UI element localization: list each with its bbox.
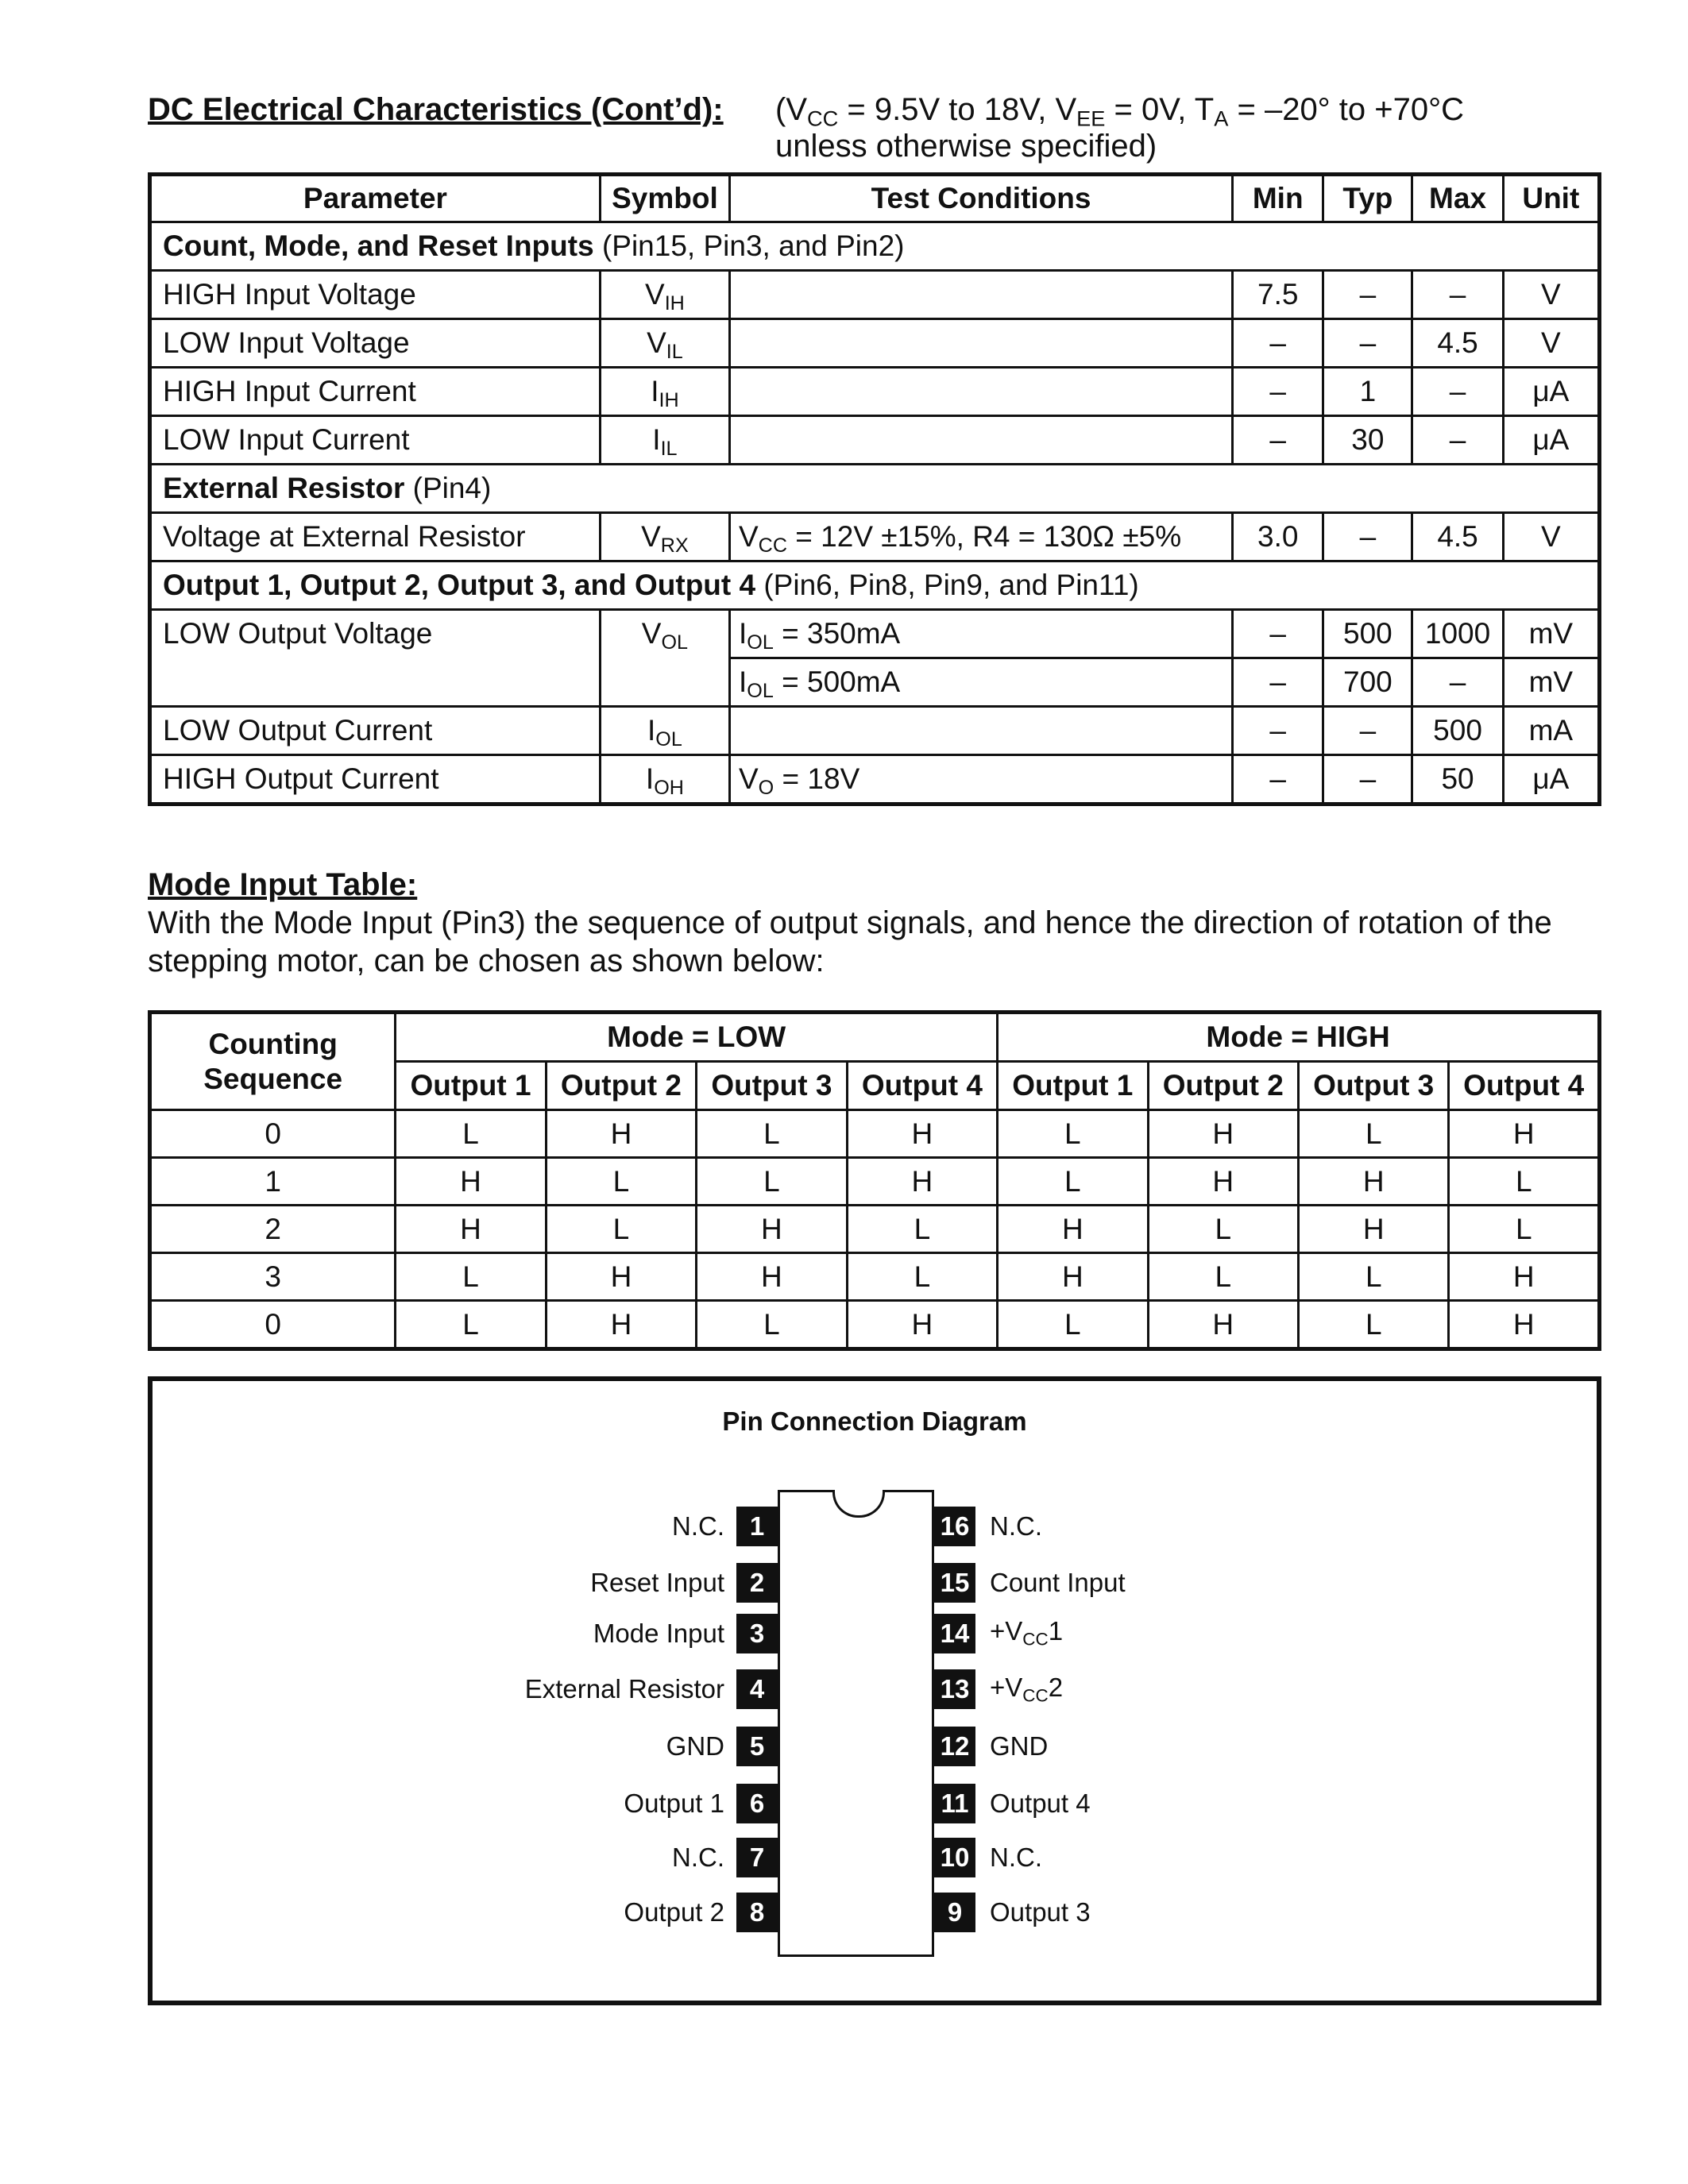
output-state-cell: H [396,1206,546,1253]
pin-label: Reset Input [590,1568,724,1597]
output-state-cell: L [697,1110,847,1158]
dc-characteristics-table [148,172,1601,806]
pin-label: Mode Input [593,1619,724,1648]
mode-table-description: With the Mode Input (Pin3) the sequence of output signals, and hence the direction of rotation of the stepping motor, can be chosen as shown below: [148,905,1552,978]
pin-label: GND [666,1731,724,1761]
pin-number: 15 [934,1563,975,1603]
pin-number: 1 [736,1507,778,1546]
sequence-cell: 0 [150,1110,396,1158]
table-row [150,1253,1600,1301]
col-header: Output 4 [847,1062,997,1110]
pin-label: $+V_{CC}2$ [990,1673,1064,1706]
pin-number: 9 [934,1893,975,1932]
output-state-cell: H [697,1253,847,1301]
table-row: LOW Input Voltage $V_{IL}$ – – 4.5 V [150,319,1600,368]
output-state-cell: H [1449,1110,1600,1158]
table-row [150,1158,1600,1206]
diagram-title: Pin Connection Diagram [722,1406,1027,1436]
pin-label: N.C. [990,1843,1042,1872]
col-header: Unit [1503,175,1599,222]
output-state-cell: H [847,1158,997,1206]
table-row [150,1206,1600,1253]
output-state-cell: L [546,1206,696,1253]
output-state-cell: L [998,1110,1148,1158]
output-state-cell: H [998,1206,1148,1253]
group-row: Output 1, Output 2, Output 3, and Output 4 (Pin6, Pin8, Pin9, and Pin11) [150,561,1600,610]
pin-number: 12 [934,1727,975,1766]
output-state-cell: L [1299,1301,1449,1349]
table-header-row [150,1013,1600,1062]
output-state-cell: L [396,1110,546,1158]
pin-number: 2 [736,1563,778,1603]
col-header: Output 3 [697,1062,847,1110]
section-title: DC Electrical Characteristics (Cont’d): [148,92,724,127]
pin-label: N.C. [990,1511,1042,1541]
output-state-cell: H [396,1158,546,1206]
pin-number: 10 [934,1838,975,1877]
output-state-cell: L [998,1158,1148,1206]
output-state-cell: H [998,1253,1148,1301]
pin-label: Output 1 [624,1788,724,1818]
pin-number: 4 [736,1669,778,1709]
pin-number: 6 [736,1784,778,1823]
pin-number: 16 [934,1507,975,1546]
table-row: LOW Output Voltage $V_{OL}$ $I_{OL} = 350mA$ – 500 1000 mV [150,610,1600,658]
output-state-cell: H [1449,1253,1600,1301]
pin-connection-diagram [148,1376,1601,2005]
counting-sequence-header: Counting Sequence [150,1013,396,1110]
output-state-cell: L [1449,1158,1600,1206]
sequence-cell: 2 [150,1206,396,1253]
table-row: HIGH Input Voltage $V_{IH}$ 7.5 – – V [150,271,1600,319]
pin-number: 11 [934,1784,975,1823]
pin-label: $+V_{CC}1$ [990,1616,1064,1650]
sequence-cell: 3 [150,1253,396,1301]
pin-number: 13 [934,1669,975,1709]
output-state-cell: L [1299,1110,1449,1158]
mode-table-heading: Mode Input Table: [148,867,418,902]
operating-conditions: ($V_{CC} = 9.5V$ to 18V, $V_{EE} = 0V$, $T_A = -20^\circ$ to +70°C unless otherwise specified) [775,92,1464,164]
output-state-cell: H [847,1301,997,1349]
output-state-cell: H [1148,1110,1298,1158]
col-header: Output 2 [546,1062,696,1110]
output-state-cell: L [1299,1253,1449,1301]
col-header: Output 3 [1299,1062,1449,1110]
output-state-cell: L [396,1301,546,1349]
ic-package [778,1490,934,1957]
table-row: LOW Input Current $I_{IL}$ – 30 – μA [150,416,1600,465]
pin-label: Output 2 [624,1897,724,1927]
output-state-cell: L [1449,1206,1600,1253]
output-state-cell: L [396,1253,546,1301]
output-state-cell: H [1148,1301,1298,1349]
output-state-cell: H [697,1206,847,1253]
group-row: External Resistor (Pin4) [150,465,1600,513]
table-row [150,1301,1600,1349]
group-row: Count, Mode, and Reset Inputs (Pin15, Pin3, and Pin2) [150,222,1600,271]
pin-number: 5 [736,1727,778,1766]
output-state-cell: L [1148,1206,1298,1253]
pin-number: 3 [736,1614,778,1653]
col-header: Output 1 [396,1062,546,1110]
pin-label: Count Input [990,1568,1126,1597]
col-header: Output 1 [998,1062,1148,1110]
pin-number: 8 [736,1893,778,1932]
sequence-cell: 1 [150,1158,396,1206]
table-row [150,1110,1600,1158]
pin-label: GND [990,1731,1049,1761]
pin-label: External Resistor [524,1674,724,1704]
output-state-cell: H [1449,1301,1600,1349]
col-header: Max [1412,175,1503,222]
pin-label: N.C. [672,1511,724,1541]
mode-high-header: Mode = HIGH [998,1013,1600,1062]
table-row: $I_{OL} = 500mA$ – 700 – mV [150,658,1600,707]
col-header: Symbol [600,175,729,222]
output-state-cell: H [1148,1158,1298,1206]
pin-number: 7 [736,1838,778,1877]
table-row: HIGH Input Current $I_{IH}$ – 1 – μA [150,368,1600,416]
table-row: Voltage at External Resistor $V_{RX}$ $V_{CC} = 12V \pm 15\%$, R4 = 130Ω ±5% 3.0 – 4.5 V [150,513,1600,561]
output-state-cell: L [1148,1253,1298,1301]
output-state-cell: L [847,1206,997,1253]
mode-low-header: Mode = LOW [396,1013,998,1062]
output-state-cell: L [697,1301,847,1349]
output-state-cell: L [847,1253,997,1301]
pin1-notch [832,1490,885,1518]
col-header: Test Conditions [729,175,1232,222]
output-state-cell: H [546,1253,696,1301]
pin-number: 14 [934,1614,975,1653]
col-header: Typ [1323,175,1412,222]
col-header: Output 2 [1148,1062,1298,1110]
output-state-cell: H [546,1110,696,1158]
output-state-cell: H [1299,1158,1449,1206]
col-header: Parameter [150,175,601,222]
table-row: LOW Output Current $I_{OL}$ – – 500 mA [150,707,1600,755]
col-header: Min [1233,175,1323,222]
output-state-cell: H [847,1110,997,1158]
col-header: Output 4 [1449,1062,1600,1110]
pin-label: Output 4 [990,1788,1091,1818]
pin-label: Output 3 [990,1897,1091,1927]
output-state-cell: L [697,1158,847,1206]
pin-label: N.C. [672,1843,724,1872]
output-state-cell: H [546,1301,696,1349]
mode-input-table [148,1010,1601,1351]
table-row: HIGH Output Current $I_{OH}$ $V_O = 18V$ – – 50 μA [150,755,1600,805]
sequence-cell: 0 [150,1301,396,1349]
output-state-cell: H [1299,1206,1449,1253]
output-state-cell: L [546,1158,696,1206]
table-header-row [150,175,1600,222]
output-state-cell: L [998,1301,1148,1349]
